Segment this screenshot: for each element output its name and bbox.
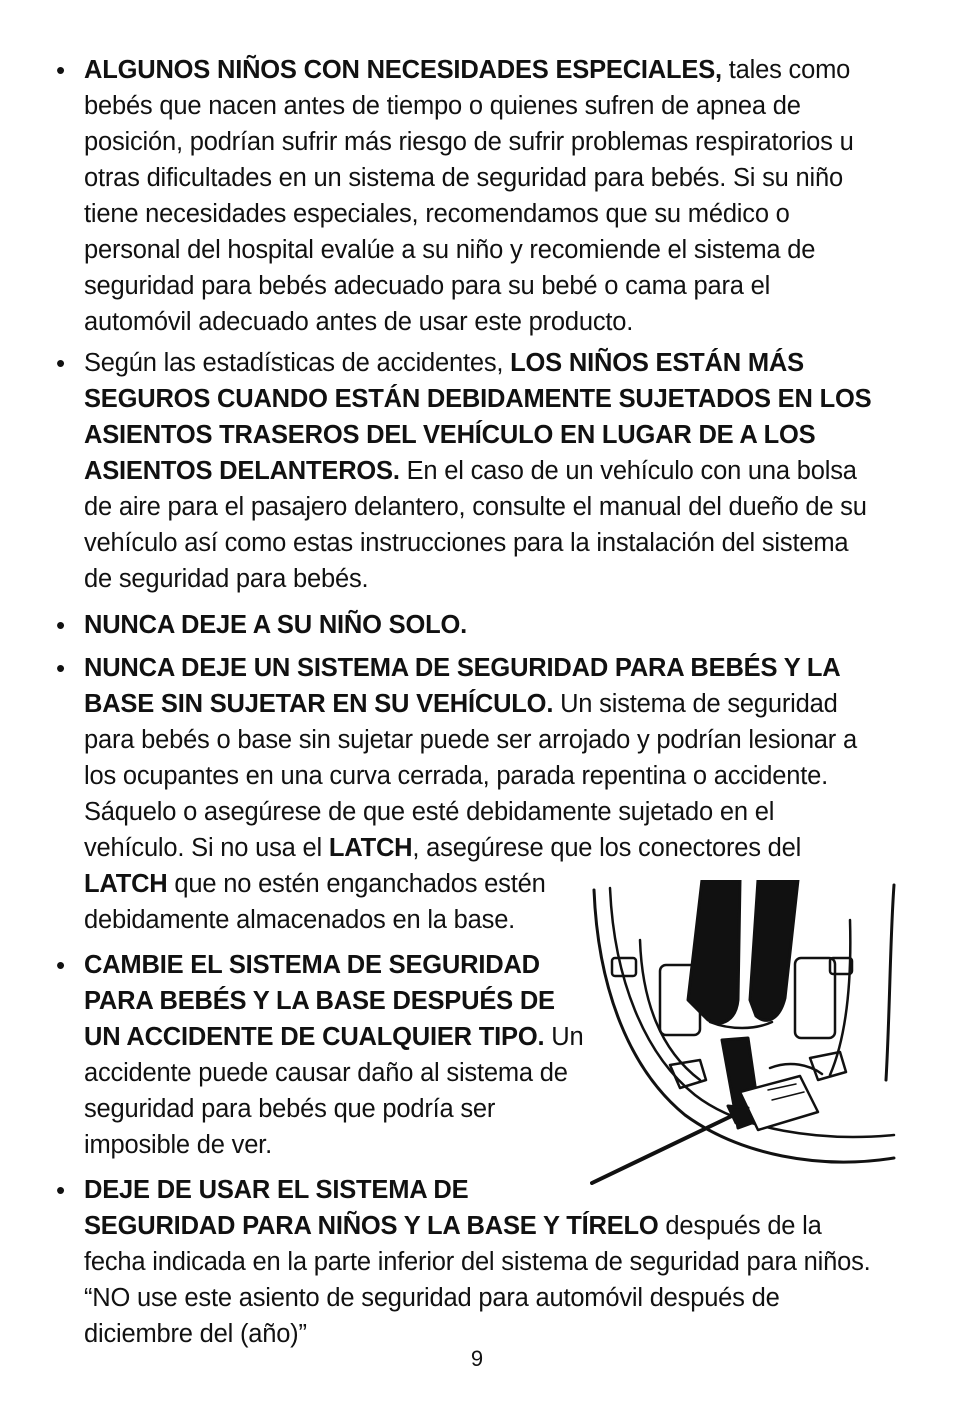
body-text: de seguridad para bebés.: [84, 565, 369, 593]
text-line: [84, 607, 467, 643]
body-text: Según las estadísticas de accidentes,: [84, 349, 511, 377]
page-number: 9: [470, 1346, 484, 1371]
text-line: [84, 1055, 583, 1091]
body-text: vehículo así como estas instrucciones para la instalación del sistema: [84, 529, 849, 557]
bullet-dot: •: [56, 653, 66, 683]
bold-text: SEGUROS CUANDO ESTÁN DEBIDAMENTE SUJETADOS EN LOS: [84, 385, 872, 413]
body-text: Un sistema de seguridad: [553, 690, 838, 718]
text-line: [84, 830, 857, 866]
bold-text: BASE SIN SUJETAR EN SU VEHÍCULO.: [84, 690, 554, 718]
text-line: [84, 268, 854, 304]
text-line: [84, 345, 871, 381]
text-line: [84, 1091, 583, 1127]
body-text: accidente puede causar daño al sistema de: [84, 1059, 568, 1087]
body-text: posición, podrían sufrir más riesgo de sufrir problemas respiratorios u: [84, 128, 854, 156]
text-line: [84, 722, 857, 758]
bullet-dot: •: [56, 950, 66, 980]
body-text: que no estén enganchados estén: [167, 870, 546, 898]
bullet-text: [84, 947, 583, 1163]
text-line: [84, 1208, 871, 1244]
body-text: personal del hospital evalúe a su niño y recomiende el sistema de: [84, 236, 816, 264]
body-text: diciembre del (año)”: [84, 1320, 307, 1348]
text-line: [84, 196, 854, 232]
bullet-dot: •: [56, 1175, 66, 1205]
body-text: Sáquelo o asegúrese de que esté debidamente sujetado en el: [84, 798, 775, 826]
bold-text: PARA BEBÉS Y LA BASE DESPUÉS DE: [84, 987, 555, 1015]
bold-text: NUNCA DEJE A SU NIÑO SOLO.: [84, 611, 468, 639]
text-line: [84, 1019, 583, 1055]
text-line: [84, 758, 857, 794]
bullet-text: [84, 52, 854, 340]
text-line: [84, 947, 583, 983]
body-text: después de la: [658, 1212, 822, 1240]
bold-text: LOS NIÑOS ESTÁN MÁS: [510, 349, 804, 377]
bold-text: ALGUNOS NIÑOS CON NECESIDADES ESPECIALES,: [84, 56, 722, 84]
bold-text: LATCH: [328, 834, 413, 862]
text-line: [84, 417, 871, 453]
body-text: tales como: [721, 56, 851, 84]
text-line: [84, 1127, 583, 1163]
text-line: [84, 453, 871, 489]
text-line: [84, 52, 854, 88]
body-text: seguridad para bebés que podría ser: [84, 1095, 496, 1123]
body-text: los ocupantes en una curva cerrada, parada repentina o accidente.: [84, 762, 829, 790]
body-text: otras dificultades en un sistema de seguridad para bebés. Si su niño: [84, 164, 843, 192]
text-line: [84, 1280, 871, 1316]
text-line: [84, 124, 854, 160]
text-line: [84, 650, 857, 686]
text-line: [84, 489, 871, 525]
body-text: debidamente almacenados en la base.: [84, 906, 516, 934]
body-text: “NO use este asiento de seguridad para automóvil después de: [84, 1284, 780, 1312]
bold-text: ASIENTOS DELANTEROS.: [84, 457, 400, 485]
body-text: Un: [544, 1023, 584, 1051]
bullet-text: [84, 607, 467, 643]
text-line: [84, 983, 583, 1019]
body-text: automóvil adecuado antes de usar este producto.: [84, 308, 634, 336]
car-seat-date-label-illustration: [590, 880, 898, 1185]
bullet-dot: •: [56, 348, 66, 378]
body-text: para bebés o base sin sujetar puede ser arrojado y podrían lesionar a: [84, 726, 857, 754]
body-text: imposible de ver.: [84, 1131, 272, 1159]
body-text: , asegúrese que los conectores del: [412, 834, 802, 862]
text-line: [84, 525, 871, 561]
text-line: [84, 160, 854, 196]
text-line: [84, 88, 854, 124]
bold-text: CAMBIE EL SISTEMA DE SEGURIDAD: [84, 951, 540, 979]
bullet-text: [84, 345, 871, 597]
text-line: [84, 561, 871, 597]
text-line: [84, 1244, 871, 1280]
text-line: [84, 794, 857, 830]
body-text: de aire para el pasajero delantero, consulte el manual del dueño de su: [84, 493, 867, 521]
text-line: [84, 232, 854, 268]
body-text: seguridad para bebés adecuado para su bebé o cama para el: [84, 272, 771, 300]
text-line: [84, 304, 854, 340]
bold-text: DEJE DE USAR EL SISTEMA DE: [84, 1176, 469, 1204]
bullet-dot: •: [56, 55, 66, 85]
text-line: [84, 686, 857, 722]
bold-text: ASIENTOS TRASEROS DEL VEHÍCULO EN LUGAR DE A LOS: [84, 421, 816, 449]
bold-text: UN ACCIDENTE DE CUALQUIER TIPO.: [84, 1023, 545, 1051]
bold-text: LATCH: [84, 870, 168, 898]
bullet-dot: •: [56, 610, 66, 640]
body-text: bebés que nacen antes de tiempo o quienes sufren de apnea de: [84, 92, 801, 120]
bold-text: NUNCA DEJE UN SISTEMA DE SEGURIDAD PARA BEBÉS Y LA: [84, 654, 841, 682]
bold-text: SEGURIDAD PARA NIÑOS Y LA BASE Y TÍRELO: [84, 1212, 659, 1240]
body-text: tiene necesidades especiales, recomendamos que su médico o: [84, 200, 790, 228]
body-text: fecha indicada en la parte inferior del sistema de seguridad para niños.: [84, 1248, 871, 1276]
text-line: [84, 381, 871, 417]
body-text: vehículo. Si no usa el: [84, 834, 329, 862]
bullet-text: [84, 1172, 871, 1352]
body-text: En el caso de un vehículo con una bolsa: [399, 457, 857, 485]
